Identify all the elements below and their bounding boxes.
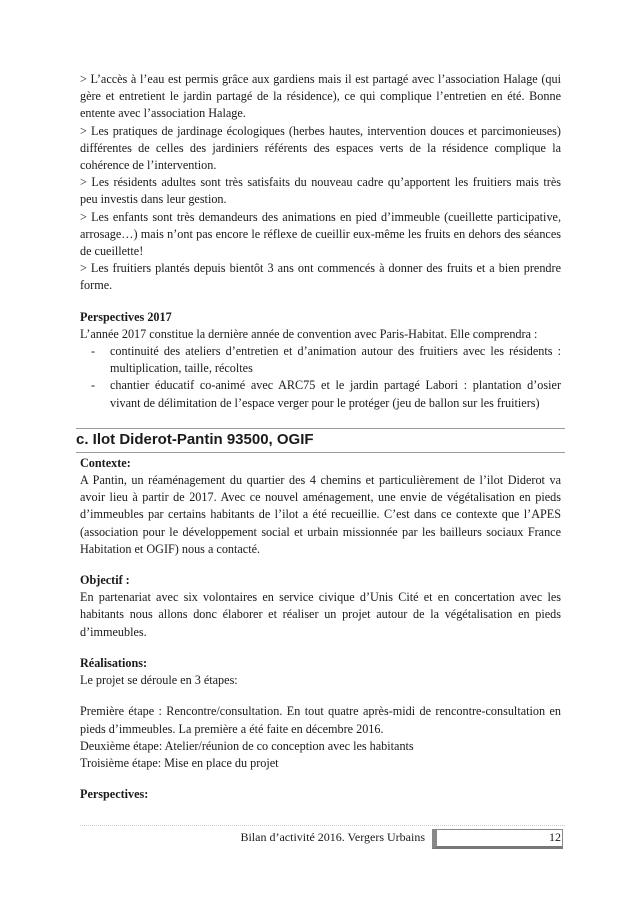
paragraph-fruit-trees: > Les fruitiers plantés depuis bientôt 3 ans ont commencés à donner des fruits et a bien prendre forme. xyxy=(80,261,561,293)
contexte-label: Contexte: xyxy=(80,455,131,470)
footer-title: Bilan d’activité 2016. Vergers Urbains xyxy=(240,830,425,844)
realisations-label: Réalisations: xyxy=(80,655,148,670)
dash-bullet: - xyxy=(91,344,96,359)
objectif-label: Objectif : xyxy=(80,573,130,588)
page-content xyxy=(76,71,561,803)
page-footer xyxy=(80,825,565,848)
dash-bullet: - xyxy=(91,378,96,393)
section-heading: c. Ilot Diderot-Pantin 93500, OGIF xyxy=(76,430,314,448)
etape-3: Troisième étape: Mise en place du projet xyxy=(80,755,279,770)
list-item: - chantier éducatif co-animé avec ARC75 et le jardin partagé Labori : plantation d’osier vivant de délimitation de l’espace verger pour le protéger (jeu de ballon sur les fruitiers) xyxy=(91,378,561,410)
paragraph-children: > Les enfants sont très demandeurs des animations en pied d’immeuble (cueillette participative, arrosage…) mais n’ont pas encore le réflexe de cueillir eux-même les fruits en dehors des séances de cueillette! xyxy=(80,209,561,259)
footer-rule xyxy=(80,825,565,826)
list-item: - continuité des ateliers d’entretien et d’animation autour des fruitiers avec les résidents : multiplication, taille, récoltes xyxy=(91,344,561,376)
paragraph-water-access: > L’accès à l’eau est permis grâce aux gardiens mais il est partagé avec l’association Halage (qui gère et entretient le jardin partagé de la résidence), ce qui complique l’entretien en été. Bonne entente avec l’association Halage. xyxy=(80,72,561,121)
footer-page-box xyxy=(432,829,563,849)
etape-1: Première étape : Rencontre/consultation. En tout quatre après-midi de rencontre-consultation en pieds d’immeubles. La première a été faite en décembre 2016. xyxy=(80,704,561,736)
paragraph-adult-residents: > Les résidents adultes sont très satisfaits du nouveau cadre qu’apportent les fruitiers mais très peu investis dans leur gestion. xyxy=(80,175,561,207)
etape-2: Deuxième étape: Atelier/réunion de co conception avec les habitants xyxy=(80,738,414,753)
objectif-text: En partenariat avec six volontaires en service civique d’Unis Cité et en concertation avec les habitants nous allons donc élaborer et réaliser un projet autour de la végétalisation en pieds d’immeubles. xyxy=(80,590,561,639)
perspectives-2017-title: Perspectives 2017 xyxy=(80,309,172,324)
realisations-text: Le projet se déroule en 3 étapes: xyxy=(80,673,238,688)
paragraph-ecological-practices: > Les pratiques de jardinage écologiques (herbes hautes, intervention douces et parcimonieuses) différentes de celles des jardiniers référents des espaces verts de la résidence complique la cohérence de l’intervention. xyxy=(80,123,561,173)
perspectives-2017-list xyxy=(80,343,561,412)
perspectives-label: Perspectives: xyxy=(80,787,149,802)
perspectives-2017-intro: L’année 2017 constitue la dernière année de convention avec Paris-Habitat. Elle comprendra : xyxy=(80,326,538,341)
page-number: 12 xyxy=(549,830,561,844)
section-divider xyxy=(76,428,565,429)
heading-underline xyxy=(76,452,565,453)
contexte-text: A Pantin, un réaménagement du quartier des 4 chemins et particulièrement de l’ilot Diderot va avoir lieu à partir de 2017. Avec ce nouvel aménagement, une envie de végétalisation en pieds d’immeubles par certains habitants de l’ilot a été recueillie. C’est dans ce contexte que l’APES (association pour le développement social et urbain missionnée par les bailleurs sociaux France Habitation et OGIF) nous a contacté. xyxy=(80,473,561,556)
